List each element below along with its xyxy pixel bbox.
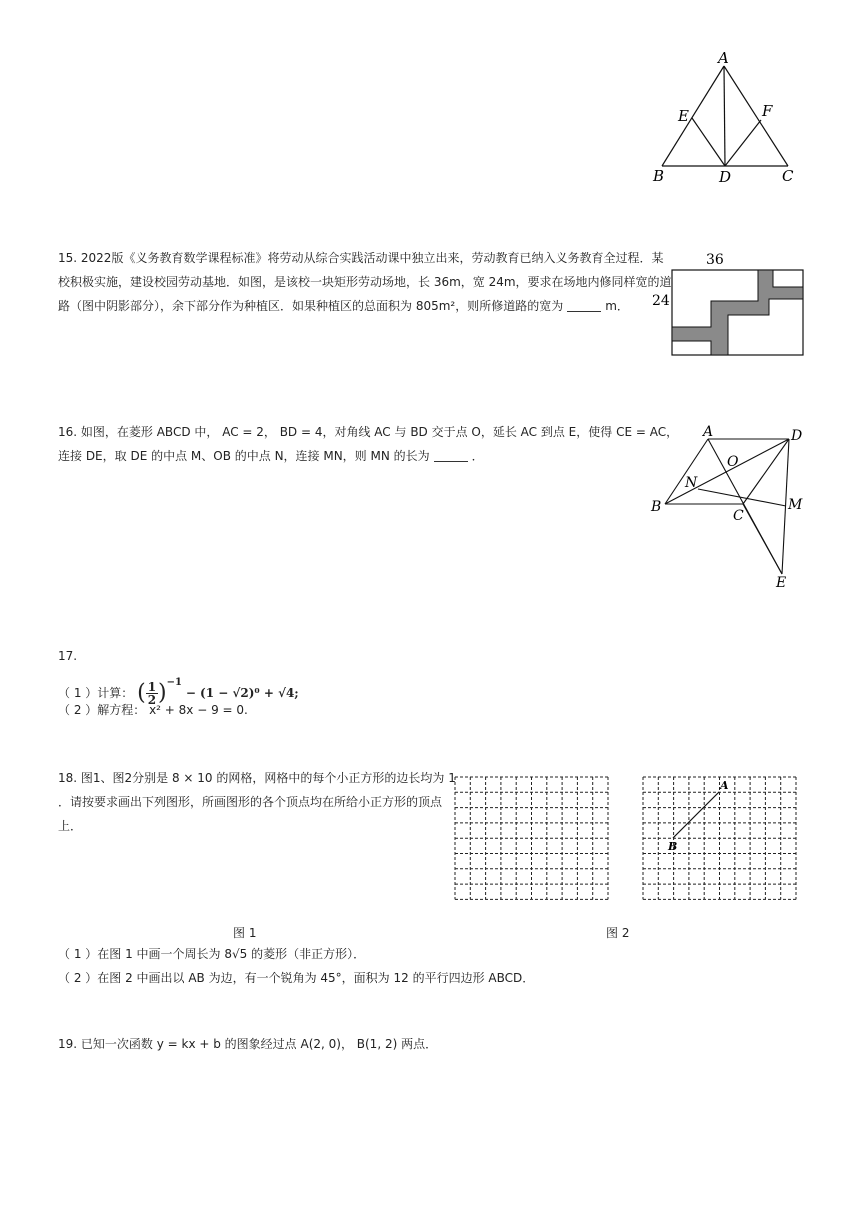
q15-line-3b: m．	[605, 299, 629, 313]
grid-point-label-b: B	[668, 840, 678, 853]
point-label-a: A	[718, 49, 729, 67]
q19-text: 19. 已知一次函数 y = kx + b 的图象经过点 A(2, 0)， B(1, 2) 两点．	[58, 1037, 438, 1051]
point-label-m: M	[788, 497, 803, 513]
q15-line-3a: 路（图中阴影部分），余下部分作为种植区．如果种植区的总面积为 805m²，则所修道路的宽为	[58, 299, 564, 313]
q16-line-2b: ．	[471, 449, 484, 463]
field-figure	[648, 248, 808, 360]
point-label-b: B	[651, 499, 662, 515]
q17-exponent: −1	[166, 677, 182, 688]
q18-line-1: 18. 图1、图2分别是 8 × 10 的网格，网格中的每个小正方形的边长均为 1	[58, 771, 456, 785]
question-17	[58, 644, 618, 722]
question-18	[58, 766, 456, 838]
grid-figure-1-caption: 图 1	[233, 926, 257, 940]
question-15	[58, 246, 672, 318]
triangle-figure	[645, 48, 805, 188]
q16-line-1: 16. 如图，在菱形 ABCD 中， AC = 2， BD = 4，对角线 AC 与 BD 交于点 O，延长 AC 到点 E，使得 CE = AC，	[58, 425, 679, 439]
point-label-c: C	[782, 167, 794, 185]
point-label-e: E	[776, 575, 787, 591]
q15-line-3	[58, 294, 648, 318]
q17-part-2: （ 2 ）解方程： x² + 8x − 9 = 0.	[58, 703, 248, 717]
q18-part-1: （ 1 ）在图 1 中画一个周长为 8√5 的菱形（非正方形）．	[58, 947, 366, 961]
point-label-d: D	[719, 168, 732, 186]
question-19	[58, 1032, 658, 1056]
grid-point-label-a: A	[720, 779, 729, 792]
point-label-d: D	[791, 428, 803, 444]
field-length-label: 36	[706, 252, 724, 268]
point-label-b: B	[653, 167, 665, 185]
fraction-one-half: $\frac{1}{2}$	[147, 680, 157, 707]
q18-line-3: 上．	[58, 819, 83, 833]
question-18-parts	[58, 942, 658, 990]
point-label-c: C	[733, 508, 744, 524]
q15-line-1: 15. 2022版《义务教育数学课程标准》将劳动从综合实践活动课中独立出来，劳动教育已纳入义务教育全过程．某	[58, 251, 664, 265]
answer-blank-16[interactable]	[434, 449, 468, 462]
segment-ab	[673, 792, 719, 838]
field-width-label: 24	[652, 293, 670, 309]
q16-line-2	[58, 444, 648, 468]
q15-line-2: 校积极实施，建设校园劳动基地．如图，是该校一块矩形劳动场地，长 36m，宽 24m，要求在场地内修同样宽的道	[58, 275, 672, 289]
q18-line-2: ．请按要求画出下列图形，所画图形的各个顶点均在所给小正方形的顶点	[58, 795, 443, 809]
q17-number: 17.	[58, 649, 78, 663]
point-label-o: O	[727, 454, 739, 470]
q16-line-2a: 连接 DE，取 DE 的中点 M、OB 的中点 N，连接 MN，则 MN 的长为	[58, 449, 430, 463]
q18-part-2: （ 2 ）在图 2 中画出以 AB 为边，有一个锐角为 45°，面积为 12 的平行四边形 ABCD．	[58, 971, 535, 985]
question-16	[58, 420, 679, 468]
point-label-n: N	[685, 475, 698, 491]
q17-part-1-rest: − (1 − √2)⁰ + √4;	[185, 686, 299, 700]
rhombus-figure	[645, 420, 810, 592]
grid-figure-2-caption: 图 2	[606, 926, 630, 940]
point-label-f: F	[762, 102, 773, 120]
grid-figure-1	[454, 776, 609, 901]
point-label-a: A	[703, 424, 714, 440]
grid-figure-2	[642, 776, 797, 901]
answer-blank-15[interactable]	[567, 299, 601, 312]
q17-part-1: （ 1 ）计算： ( $\frac{1}{2}$ )$^{-1}$ − (1 − √2)⁰ + √4;	[58, 677, 299, 707]
q17-part-1-label: （ 1 ）计算：	[58, 686, 134, 700]
point-label-e: E	[678, 107, 689, 125]
